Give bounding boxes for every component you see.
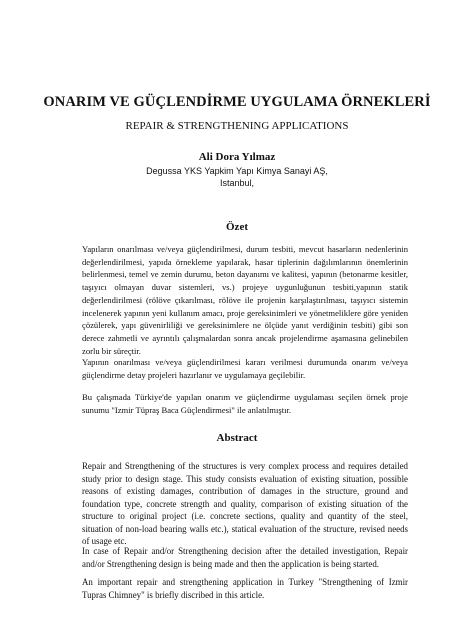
paper-title: ONARIM VE GÜÇLENDİRME UYGULAMA ÖRNEKLERİ [43, 94, 431, 110]
abstract-paragraph-1: Repair and Strengthening of the structures is very complex process and requires detailed study prior to design stage. This study consists evaluation of existing situation, possible reasons of existing damages, contribution of damages in the structure, ground and foundation type, concrete strength and quality, comparison of existing situation of the structure to original project (i.e. concrete sections, quality and quantity of the steel, situation of non-load bearing walls etc.), statical evaluation of the structure, revised needs of usage etc. [82, 461, 408, 546]
ozet-paragraph-1: Yapıların onarılması ve/veya güçlendirilmesi, durum tesbiti, mevcut hasarların nedenlerinin değerlendirilmesi, yapıda örnekleme yapılarak, hasar tiplerinin dağılımlarının önemlerinin belirlenmesi, temel ve zemin durumu, beton dayanımı ve kalitesi, yapının (betonarme kesitler, taşıyıcı olmayan duvar sistemleri, vs.) projeye uygunluğunun tesbiti,yapının statik değerlendirilmesi (rölöve çıkarılması, rölöve ile projenin karşılaştırılması, taşıyıcı sistemin incelenerek yapının yeni kullanım amacı, proje gereksinimleri ve yönetmeliklere göre yeniden çözülerek, yapı güvenirliliği ve gereksinimlere ne ölçüde yanıt verdiğinin tesbiti) gibi son derece zahmetli ve ayrıntılı çalışmalardan sonra ancak projelendirme aşamasına gelinebilen zorlu bir süreçtir. [82, 244, 408, 356]
affiliation-line-2: Istanbul, [219, 178, 255, 188]
ozet-paragraph-2: Yapının onarılması ve/veya güçlendirilmesi kararı verilmesi durumunda onarım ve/veya güçlendirme detay projeleri hazırlanır ve uygulamaya geçilebilir. [82, 357, 408, 380]
abstract-paragraph-2: In case of Repair and/or Strengthening decision after the detailed investigation, Repair and/or Strengthening design is being made and then the application is being started. [82, 546, 408, 569]
author-name: Ali Dora Yılmaz [198, 151, 276, 163]
abstract-heading: Abstract [216, 432, 258, 444]
ozet-paragraph-3: Bu çalışmada Türkiye'de yapılan onarım ve güçlendirme uygulaması seçilen örnek proje sunumu "Izmir Tüpraş Baca Güçlendirmesi" ile anlatılmıştır. [82, 392, 408, 415]
abstract-paragraph-3: An important repair and strengthening application in Turkey "Strengthening of Izmir Tupras Chimney" is briefly discribed in this article. [82, 577, 408, 600]
affiliation-line-1: Degussa YKS Yapkim Yapı Kimya Sanayi AŞ, [146, 166, 328, 176]
ozet-heading: Özet [226, 221, 248, 233]
paper-subtitle: REPAIR & STRENGTHENING APPLICATIONS [125, 120, 349, 132]
author-affiliation [0, 165, 474, 189]
